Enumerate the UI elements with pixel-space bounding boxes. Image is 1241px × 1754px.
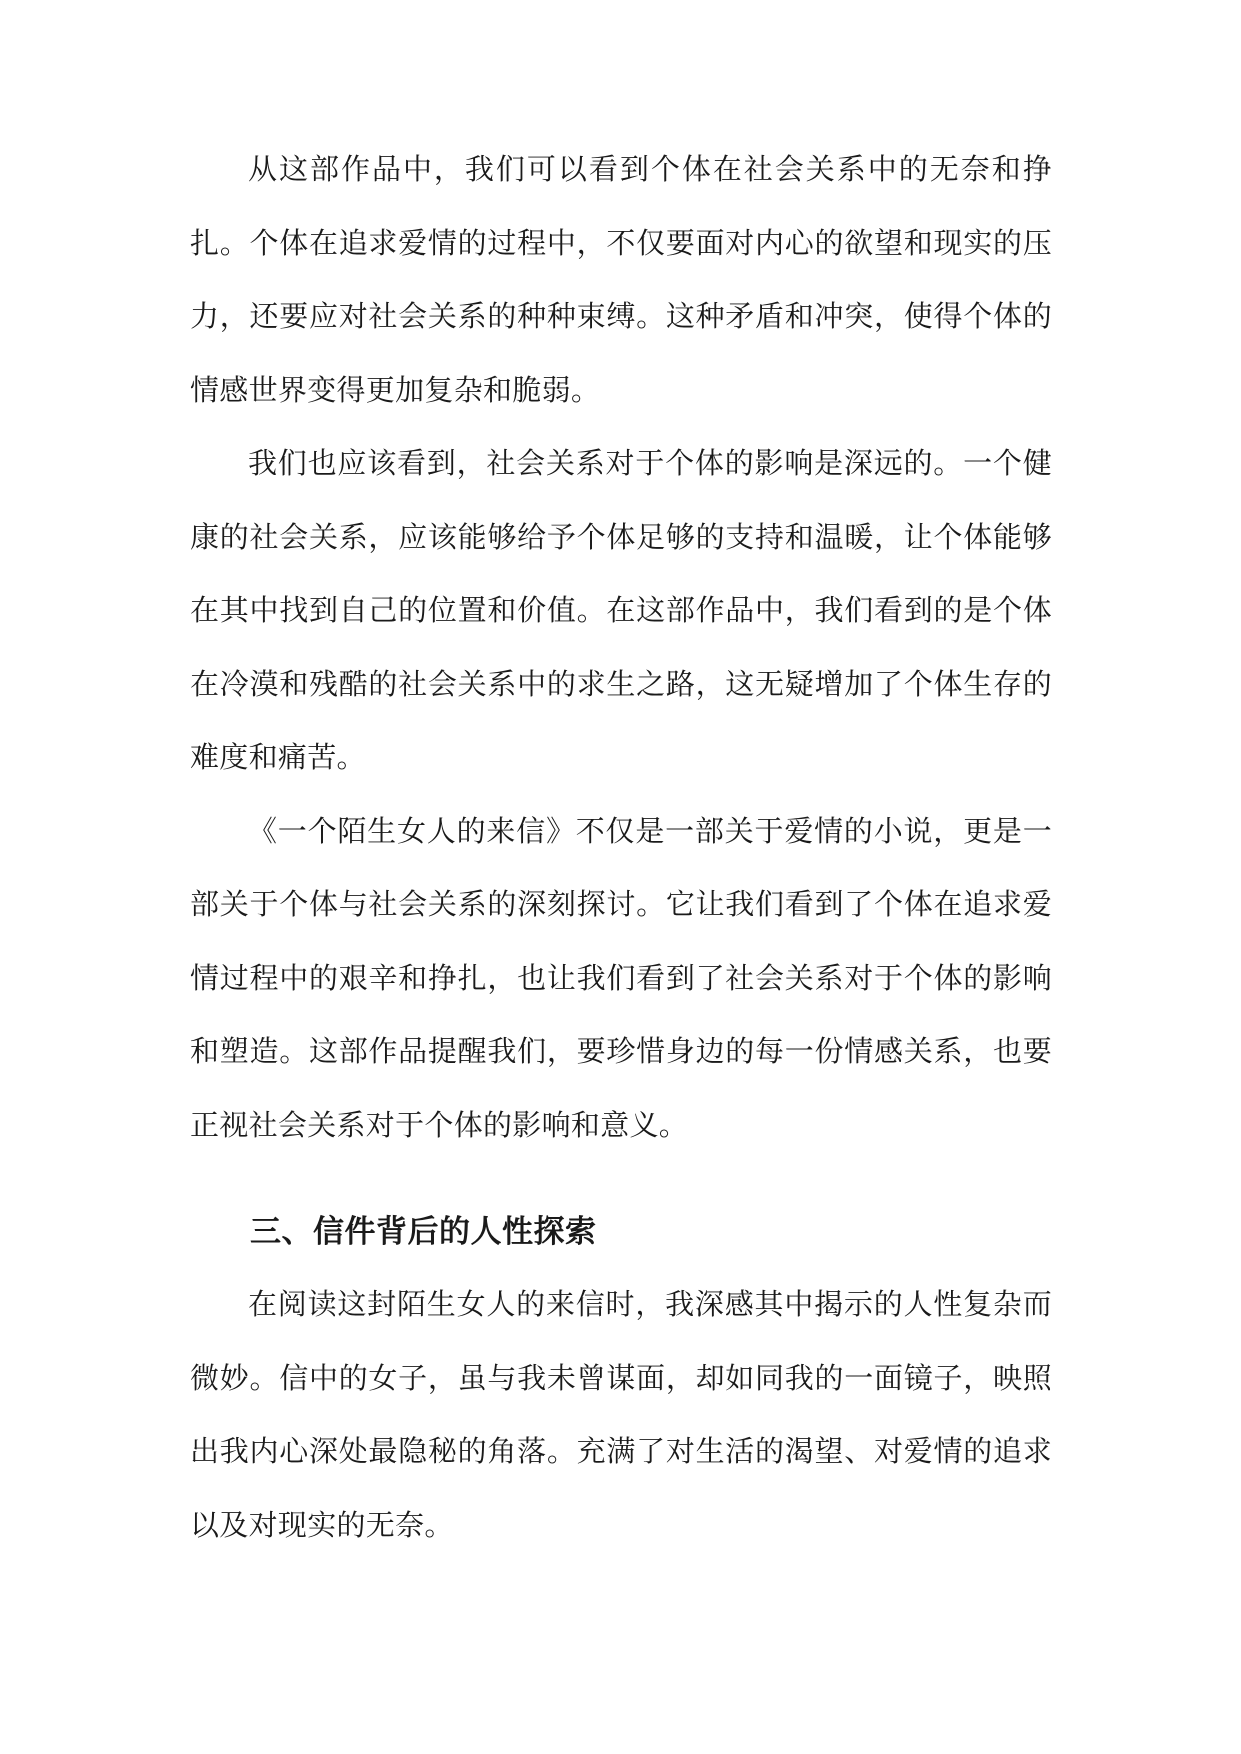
document-page — [190, 133, 1052, 1562]
body-paragraph: 在阅读这封陌生女人的来信时，我深感其中揭示的人性复杂而微妙。信中的女子，虽与我未曾谋面，却如同我的一面镜子，映照出我内心深处最隐秘的角落。充满了对生活的渴望、对爱情的追求以及对现实的无奈。 — [190, 1287, 1052, 1542]
section-heading: 三、信件背后的人性探索 — [250, 1214, 597, 1250]
body-paragraph: 从这部作品中，我们可以看到个体在社会关系中的无奈和挣扎。个体在追求爱情的过程中，不仅要面对内心的欲望和现实的压力，还要应对社会关系的种种束缚。这种矛盾和冲突，使得个体的情感世界变得更加复杂和脆弱。 — [190, 152, 1052, 407]
body-paragraph: 《一个陌生女人的来信》不仅是一部关于爱情的小说，更是一部关于个体与社会关系的深刻探讨。它让我们看到了个体在追求爱情过程中的艰辛和挣扎，也让我们看到了社会关系对于个体的影响和塑造。这部作品提醒我们，要珍惜身边的每一份情感关系，也要正视社会关系对于个体的影响和意义。 — [190, 813, 1052, 1142]
body-paragraph: 我们也应该看到，社会关系对于个体的影响是深远的。一个健康的社会关系，应该能够给予个体足够的支持和温暖，让个体能够在其中找到自己的位置和价值。在这部作品中，我们看到的是个体在冷漠和残酷的社会关系中的求生之路，这无疑增加了个体生存的难度和痛苦。 — [190, 446, 1052, 774]
